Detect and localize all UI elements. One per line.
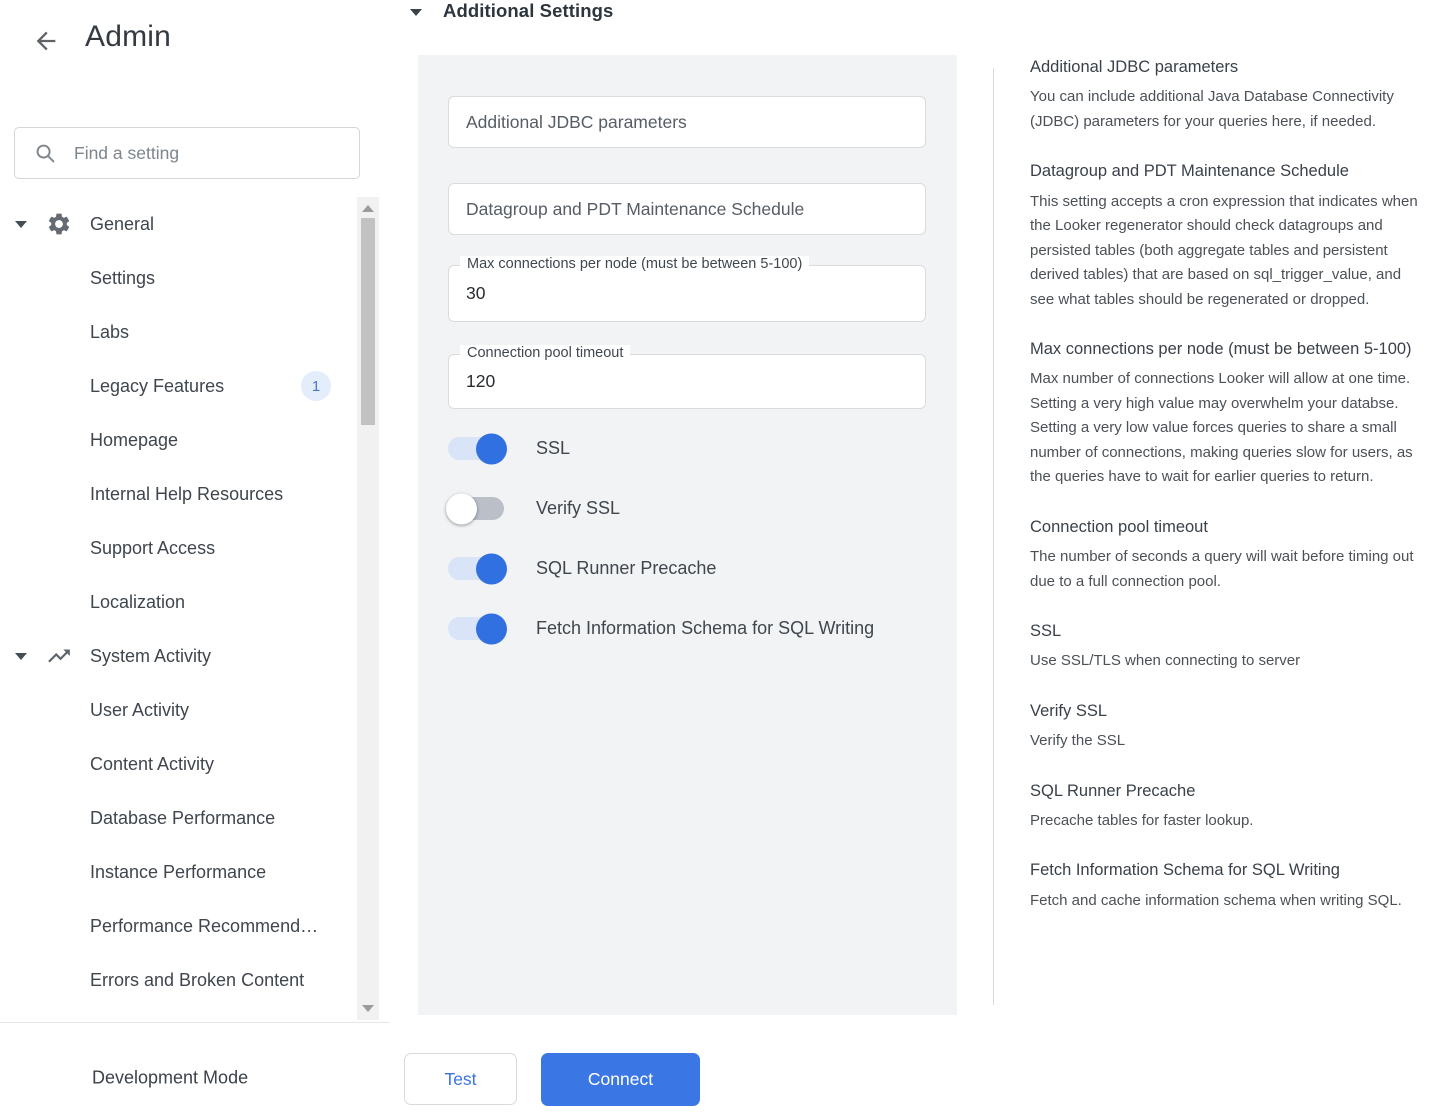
search-icon — [34, 142, 57, 165]
help-body: Max number of connections Looker will allow at one time. Setting a very high value may overwhelm your databse. Setting a very low value forces queries to share a small number of connections, making queries slow for users, as the queries have to wait for earlier queries to return. — [1030, 370, 1413, 486]
pool-timeout-field — [448, 345, 926, 409]
help-body: You can include additional Java Database Connectivity (JDBC) parameters for your queries here, if needed. — [1030, 88, 1394, 130]
help-body: This setting accepts a cron expression that indicates when the Looker regenerator should check datagroups and persisted tables (both aggregate tables and persistent derived tables) that are based on sql_trigger_value, and see what tables should be regenerated or dropped. — [1030, 192, 1418, 308]
sidebar-item-content-activity[interactable]: Content Activity — [90, 753, 215, 774]
search-input[interactable] — [74, 143, 359, 164]
sidebar-item-localization[interactable]: Localization — [90, 591, 186, 612]
help-heading: Connection pool timeout — [1030, 517, 1208, 536]
help-section-sql-runner-precache — [1030, 780, 1429, 834]
help-heading: SQL Runner Precache — [1030, 781, 1196, 800]
max-connections-label: Max connections per node (must be between 5-100) — [460, 256, 809, 272]
help-body: Precache tables for faster lookup. — [1030, 811, 1254, 829]
chevron-down-icon[interactable] — [15, 221, 27, 228]
sql-runner-precache-toggle-row — [448, 557, 716, 580]
verify-ssl-toggle[interactable] — [448, 497, 504, 520]
test-button[interactable]: Test — [404, 1053, 517, 1105]
dev-mode-footer — [0, 1040, 390, 1116]
additional-jdbc-parameters-input[interactable] — [448, 96, 926, 148]
max-connections-field — [448, 256, 926, 322]
help-body: The number of seconds a query will wait before timing out due to a full connection pool. — [1030, 548, 1414, 590]
sidebar-item-support-access[interactable]: Support Access — [90, 537, 216, 558]
connection-settings-panel — [418, 55, 957, 1015]
sidebar-item-label: General — [90, 213, 155, 234]
help-heading: Fetch Information Schema for SQL Writing — [1030, 861, 1340, 880]
sidebar-item-performance-recommendations[interactable]: Performance Recommend… — [90, 915, 319, 936]
help-heading: Datagroup and PDT Maintenance Schedule — [1030, 162, 1349, 181]
connect-button[interactable]: Connect — [541, 1053, 700, 1106]
sidebar-item-internal-help-resources[interactable]: Internal Help Resources — [90, 483, 284, 504]
sidebar-item-system-activity[interactable]: System Activity — [0, 629, 357, 683]
sidebar-item-instance-performance[interactable]: Instance Performance — [90, 861, 267, 882]
fetch-information-schema-toggle-row — [448, 617, 874, 640]
help-section-additional-jdbc-parameters — [1030, 56, 1429, 134]
fetch-information-schema-toggle-label: Fetch Information Schema for SQL Writing — [536, 618, 875, 638]
sidebar-item-settings[interactable]: Settings — [90, 267, 156, 288]
sidebar-item-general[interactable] — [0, 197, 357, 251]
back-arrow-icon[interactable] — [32, 27, 60, 55]
sidebar-item-labs[interactable]: Labs — [90, 321, 130, 342]
sidebar-item-user-activity[interactable]: User Activity — [90, 699, 190, 720]
help-body: Use SSL/TLS when connecting to server — [1030, 652, 1301, 670]
verify-ssl-toggle-label: Verify SSL — [536, 498, 621, 518]
setting-search-box[interactable] — [14, 127, 360, 179]
sidebar-item-database-performance[interactable]: Database Performance — [90, 807, 276, 828]
help-panel — [1030, 56, 1429, 939]
max-connections-input[interactable] — [449, 266, 925, 321]
help-heading: Additional JDBC parameters — [1030, 58, 1239, 76]
ssl-toggle[interactable] — [448, 437, 504, 460]
help-heading: SSL — [1030, 622, 1062, 641]
pool-timeout-input[interactable] — [449, 355, 925, 408]
trending-up-icon — [46, 643, 72, 669]
dev-mode-label: Development Mode — [92, 1067, 249, 1088]
gear-icon — [46, 211, 72, 237]
admin-sidebar — [0, 0, 390, 1116]
help-panel-divider — [993, 68, 994, 1005]
legacy-features-count-badge: 1 — [301, 371, 331, 401]
help-heading: Verify SSL — [1030, 701, 1108, 720]
help-section-max-connections — [1030, 338, 1429, 490]
help-body: Fetch and cache information schema when writing SQL. — [1030, 891, 1402, 909]
pdt-maintenance-schedule-input[interactable] — [448, 183, 926, 235]
ssl-toggle-row — [448, 437, 570, 460]
sidebar-footer-divider — [0, 1022, 390, 1023]
help-section-verify-ssl — [1030, 700, 1429, 754]
sidebar-scrollbar-thumb[interactable] — [361, 218, 375, 425]
page-title: Admin — [85, 20, 172, 53]
help-section-pool-timeout — [1030, 516, 1429, 594]
sidebar-item-errors-and-broken-content[interactable]: Errors and Broken Content — [90, 969, 305, 990]
sql-runner-precache-toggle[interactable] — [448, 557, 504, 580]
collapse-caret-icon — [410, 9, 422, 16]
chevron-down-icon[interactable] — [15, 653, 27, 660]
sidebar-nav — [0, 197, 357, 1007]
pool-timeout-label: Connection pool timeout — [460, 345, 630, 361]
help-section-fetch-information-schema — [1030, 859, 1429, 913]
scrollbar-up-arrow-icon[interactable] — [362, 205, 374, 212]
section-title: Additional Settings — [443, 0, 614, 21]
sidebar-item-legacy-features[interactable]: Legacy Features 1 — [0, 359, 357, 413]
help-body: Verify the SSL — [1030, 732, 1126, 750]
scrollbar-down-arrow-icon[interactable] — [362, 1005, 374, 1012]
help-section-datagroup-pdt — [1030, 160, 1429, 312]
fetch-information-schema-toggle[interactable] — [448, 617, 504, 640]
additional-settings-header[interactable] — [410, 0, 613, 22]
verify-ssl-toggle-row — [448, 497, 620, 520]
sidebar-item-homepage[interactable]: Homepage — [90, 429, 179, 450]
help-section-ssl — [1030, 620, 1429, 674]
sql-runner-precache-toggle-label: SQL Runner Precache — [536, 558, 717, 578]
ssl-toggle-label: SSL — [536, 438, 571, 458]
help-heading: Max connections per node (must be between 5-100) — [1030, 340, 1412, 359]
